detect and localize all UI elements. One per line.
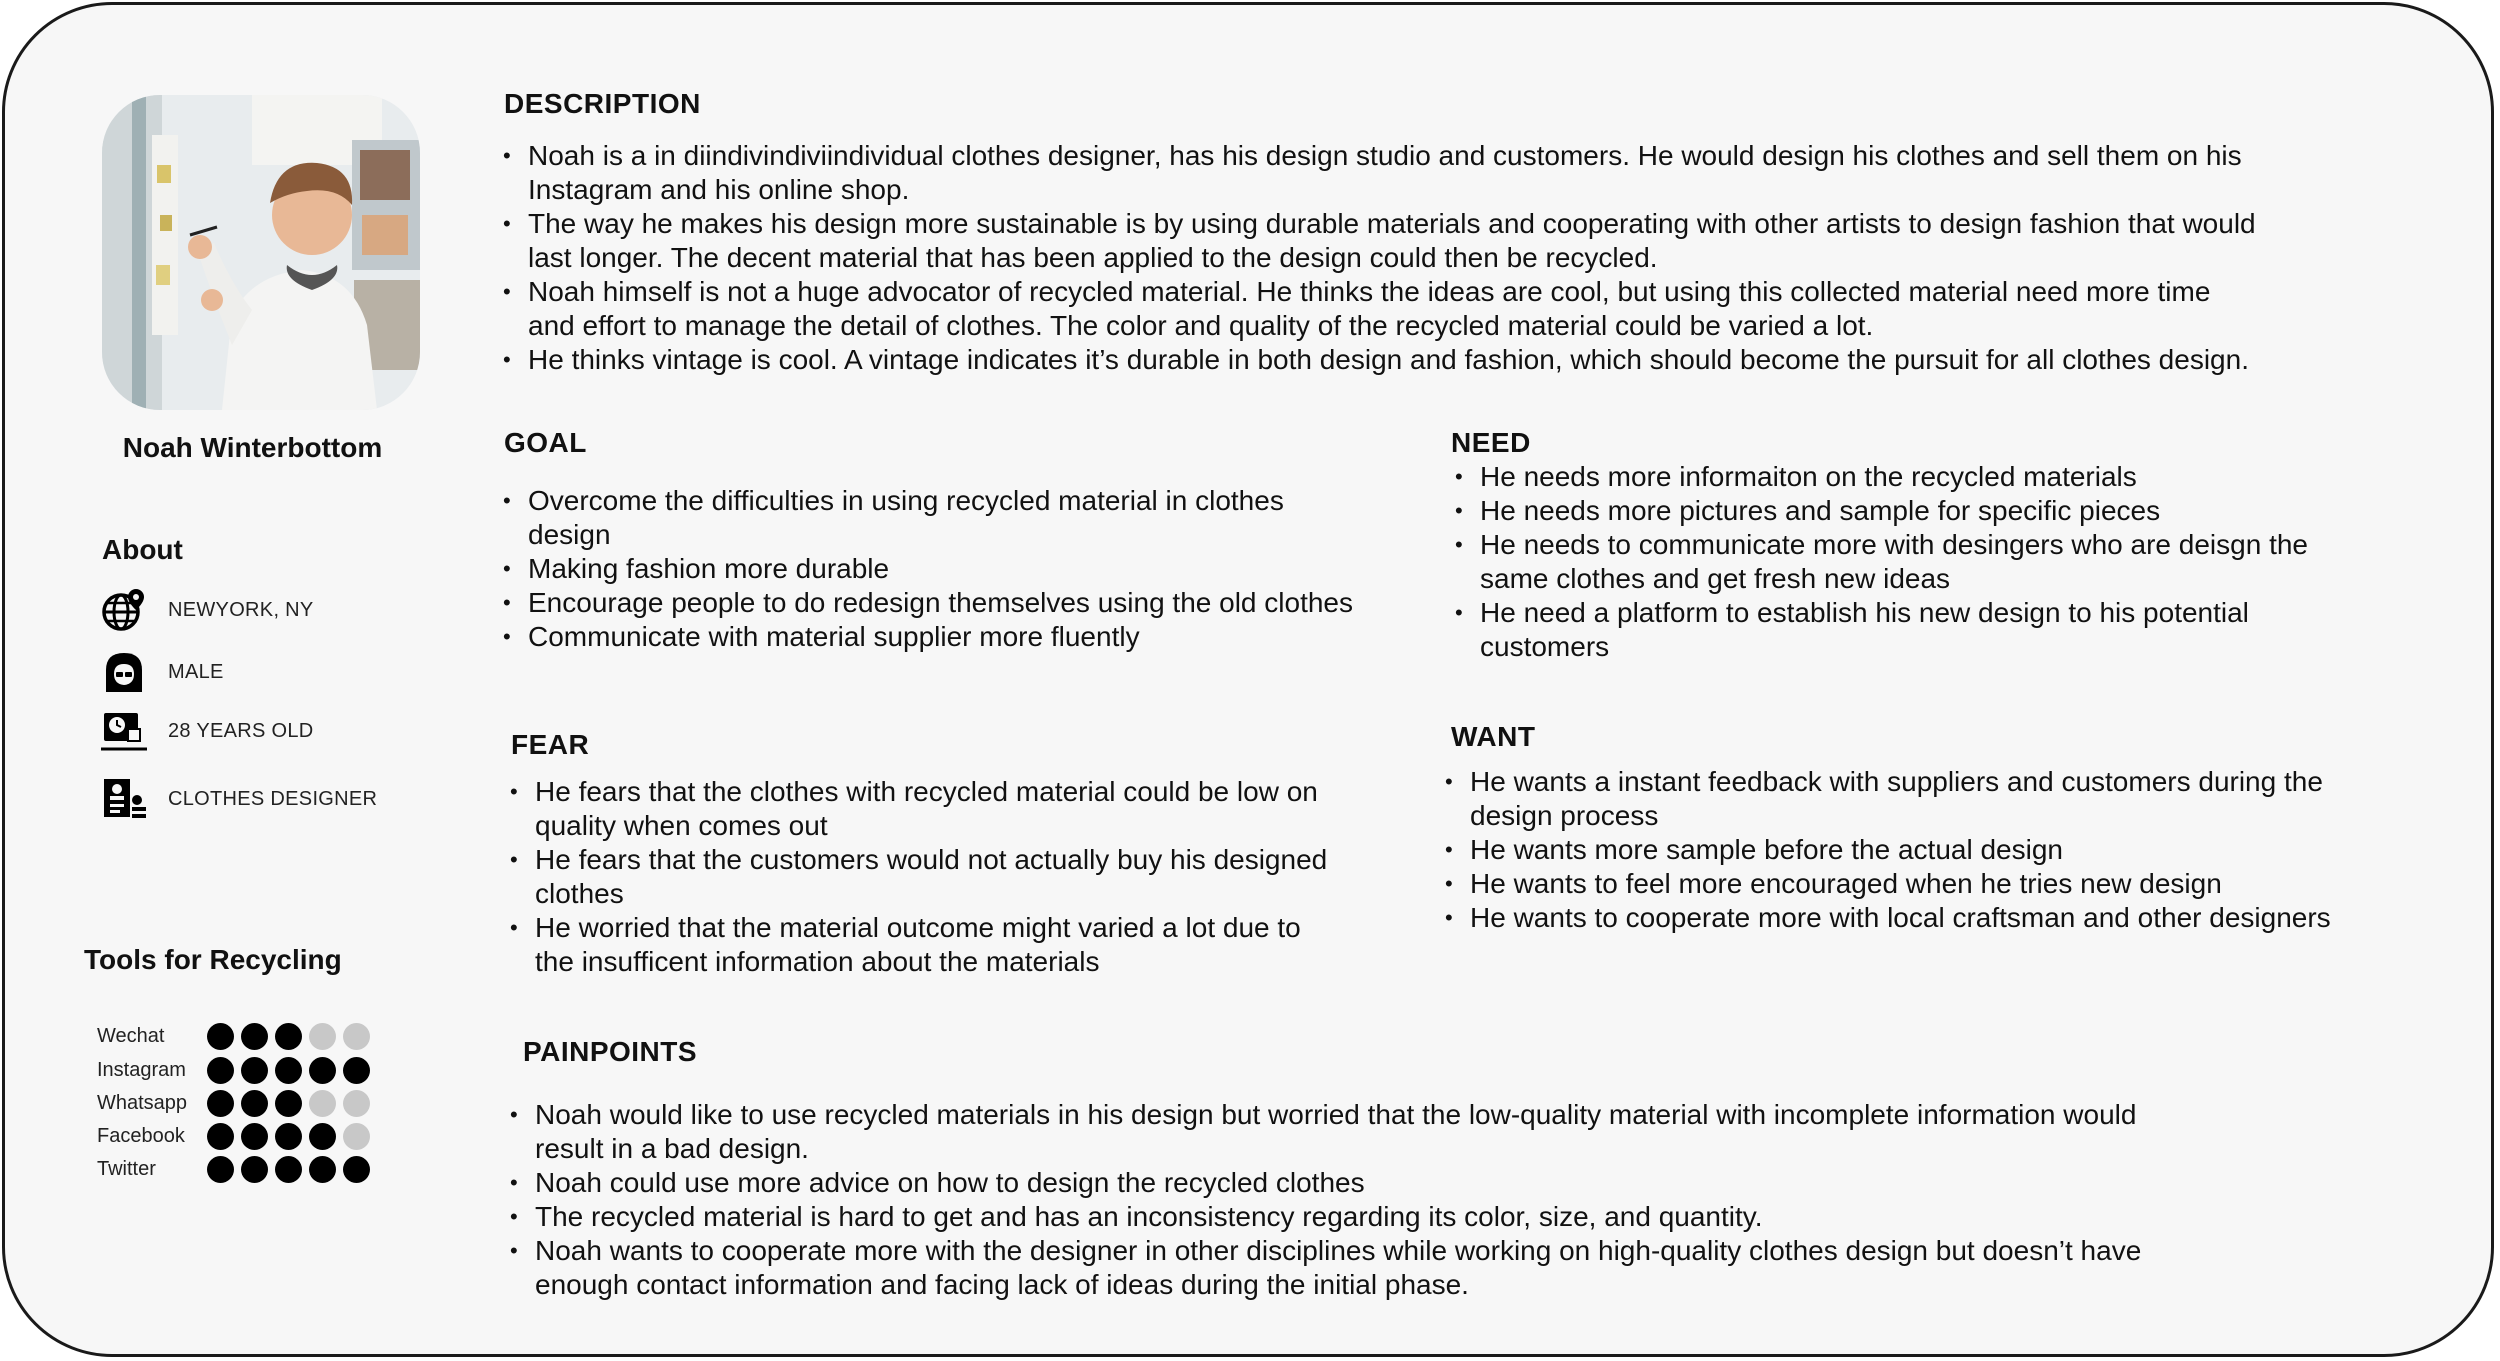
- rating-dot-filled: [343, 1057, 370, 1084]
- fear-list: [510, 775, 1330, 979]
- rating-dot-filled: [275, 1057, 302, 1084]
- about-item-age: [100, 706, 314, 756]
- goal-item: • Communicate with material supplier more fluently: [503, 620, 1363, 654]
- rating-dot-filled: [241, 1123, 268, 1150]
- tool-name: Facebook: [97, 1124, 185, 1147]
- rating-dot-filled: [309, 1123, 336, 1150]
- rating-dot-filled: [275, 1123, 302, 1150]
- id-card-icon: [100, 775, 148, 823]
- rating-dot-empty: [343, 1123, 370, 1150]
- persona-name: Noah Winterbottom: [122, 432, 383, 463]
- want-item: • He wants a instant feedback with suppliers and customers during the design process: [1445, 765, 2405, 833]
- fear-item: • He worried that the material outcome might varied a lot due to the insufficent information about the materials: [510, 911, 1330, 979]
- rating-dot-filled: [309, 1156, 336, 1183]
- need-item: • He need a platform to establish his new design to his potential customers: [1455, 596, 2365, 664]
- painpoints-heading: PAINPOINTS: [523, 1036, 698, 1067]
- rating-dot-empty: [343, 1023, 370, 1050]
- rating-dot-filled: [343, 1156, 370, 1183]
- rating-dot-empty: [343, 1090, 370, 1117]
- want-item: • He wants to feel more encouraged when he tries new design: [1445, 867, 2405, 901]
- description-item: • The way he makes his design more sustainable is by using durable materials and cooperating with other artists to design fashion that would last longer. The decent material that has been applied to the design could then be recycled.: [503, 207, 2263, 275]
- rating-dot-empty: [309, 1090, 336, 1117]
- painpoint-item: • Noah wants to cooperate more with the designer in other disciplines while working on high-quality clothes design but doesn’t have enough contact information and facing lack of ideas during the initial phase.: [510, 1234, 2200, 1302]
- rating-dot-filled: [207, 1023, 234, 1050]
- painpoints-list: [510, 1098, 2200, 1302]
- rating-dot-filled: [241, 1057, 268, 1084]
- rating-dot-filled: [207, 1156, 234, 1183]
- about-occupation-text: CLOTHES DESIGNER: [168, 787, 378, 810]
- need-heading: NEED: [1451, 427, 1531, 458]
- rating-dots: [207, 1057, 370, 1084]
- description-item: • Noah himself is not a huge advocator of recycled material. He thinks the ideas are cool, but using this collected material need more time and effort to manage the detail of clothes. The color and quality of the recycled material could be varied a lot.: [503, 275, 2263, 343]
- rating-dot-filled: [207, 1090, 234, 1117]
- painpoint-item: • Noah could use more advice on how to design the recycled clothes: [510, 1166, 2200, 1200]
- tool-rating-row: [97, 1154, 370, 1184]
- description-list: [503, 139, 2263, 377]
- tool-rating-row: [97, 1055, 370, 1085]
- user-avatar-icon: [100, 648, 148, 696]
- want-heading: WANT: [1451, 721, 1536, 752]
- rating-dots: [207, 1123, 370, 1150]
- goal-list: [503, 484, 1363, 654]
- rating-dot-filled: [241, 1023, 268, 1050]
- description-item: • Noah is a in diindivindiviindividual clothes designer, has his design studio and customers. He would design his clothes and sell them on his Instagram and his online shop.: [503, 139, 2263, 207]
- want-list: [1445, 765, 2405, 935]
- persona-photo-image: [102, 95, 420, 410]
- rating-dot-filled: [275, 1156, 302, 1183]
- need-item: • He needs more pictures and sample for specific pieces: [1455, 494, 2365, 528]
- about-age-text: 28 YEARS OLD: [168, 719, 314, 742]
- rating-dot-filled: [309, 1057, 336, 1084]
- about-item-occupation: [100, 774, 377, 824]
- fear-heading: FEAR: [511, 729, 590, 760]
- tool-rating-row: [97, 1021, 370, 1051]
- fear-item: • He fears that the customers would not actually buy his designed clothes: [510, 843, 1330, 911]
- need-list: [1455, 460, 2365, 664]
- rating-dots: [207, 1090, 370, 1117]
- rating-dot-filled: [207, 1123, 234, 1150]
- tool-name: Twitter: [97, 1157, 156, 1180]
- goal-item: • Overcome the difficulties in using recycled material in clothes design: [503, 484, 1363, 552]
- rating-dot-filled: [207, 1057, 234, 1084]
- tool-rating-row: [97, 1088, 370, 1118]
- tool-name: Wechat: [97, 1024, 165, 1047]
- painpoint-item: • The recycled material is hard to get and has an inconsistency regarding its color, size, and quantity.: [510, 1200, 2200, 1234]
- description-heading: DESCRIPTION: [504, 88, 701, 119]
- rating-dot-empty: [309, 1023, 336, 1050]
- rating-dots: [207, 1023, 370, 1050]
- want-item: • He wants more sample before the actual design: [1445, 833, 2405, 867]
- tool-rating-row: [97, 1121, 370, 1151]
- rating-dot-filled: [241, 1090, 268, 1117]
- want-item: • He wants to cooperate more with local craftsman and other designers: [1445, 901, 2405, 935]
- need-item: • He needs more informaiton on the recycled materials: [1455, 460, 2365, 494]
- goal-item: • Encourage people to do redesign themselves using the old clothes: [503, 586, 1363, 620]
- about-location-text: NEWYORK, NY: [168, 598, 314, 621]
- rating-dot-filled: [275, 1090, 302, 1117]
- globe-location-icon: [100, 586, 148, 634]
- rating-dots: [207, 1156, 370, 1183]
- persona-photo: [102, 95, 420, 410]
- rating-dot-filled: [241, 1156, 268, 1183]
- painpoint-item: • Noah would like to use recycled materials in his design but worried that the low-quality material with incomplete information would result in a bad design.: [510, 1098, 2200, 1166]
- about-item-gender: [100, 647, 224, 697]
- fear-item: • He fears that the clothes with recycled material could be low on quality when comes out: [510, 775, 1330, 843]
- about-gender-text: MALE: [168, 660, 224, 683]
- goal-item: • Making fashion more durable: [503, 552, 1363, 586]
- need-item: • He needs to communicate more with desingers who are deisgn the same clothes and get fresh new ideas: [1455, 528, 2365, 596]
- about-item-location: [100, 585, 314, 635]
- rating-dot-filled: [275, 1023, 302, 1050]
- goal-heading: GOAL: [504, 427, 587, 458]
- tool-name: Instagram: [97, 1058, 186, 1081]
- tools-heading: Tools for Recycling: [84, 944, 342, 975]
- about-heading: About: [102, 534, 183, 565]
- calendar-clock-icon: [100, 707, 148, 755]
- description-item: • He thinks vintage is cool. A vintage indicates it’s durable in both design and fashion, which should become the pursuit for all clothes design.: [503, 343, 2263, 377]
- tool-name: Whatsapp: [97, 1091, 188, 1114]
